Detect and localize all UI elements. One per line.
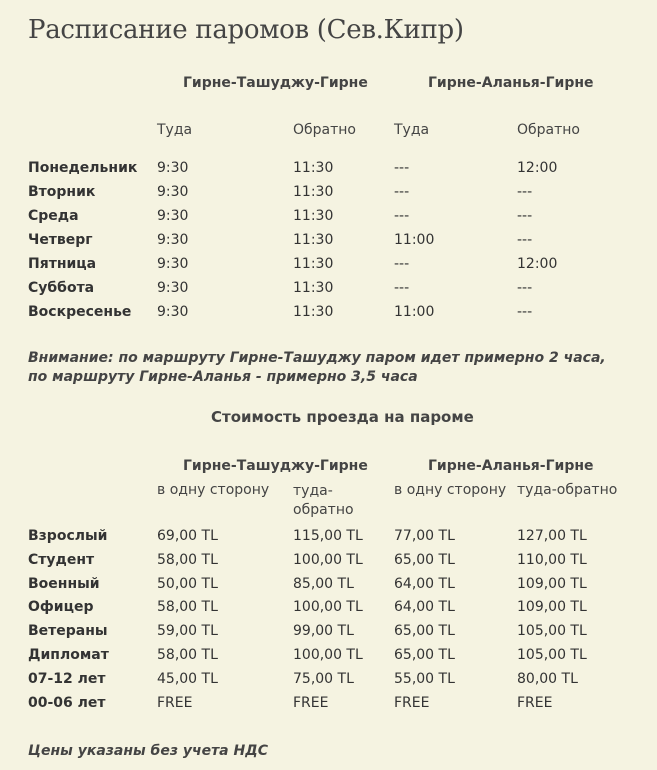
price-cell: 64,00 TL bbox=[394, 599, 455, 616]
duration-note bbox=[28, 349, 606, 387]
prices-route-header: Гирне-Ташуджу-Гирне bbox=[183, 458, 368, 474]
schedule-cell: 11:30 bbox=[293, 160, 334, 176]
schedule-cell: 11:30 bbox=[293, 184, 334, 200]
price-cell: 109,00 TL bbox=[517, 599, 587, 616]
price-row-label: Ветераны bbox=[28, 623, 108, 640]
price-cell: 100,00 TL bbox=[293, 647, 363, 663]
schedule-cell: 11:00 bbox=[394, 304, 435, 320]
price-row-label: 00-06 лет bbox=[28, 694, 106, 711]
duration-note-line: по маршруту Гирне-Аланья - примерно 3,5 часа bbox=[28, 369, 418, 385]
schedule-cell: 11:30 bbox=[293, 208, 334, 224]
prices-column-header: в одну сторону bbox=[394, 482, 507, 498]
schedule-cell: 11:30 bbox=[293, 280, 334, 296]
price-row-label: Офицер bbox=[28, 599, 94, 616]
price-cell: 105,00 TL bbox=[517, 647, 587, 663]
price-cell: FREE bbox=[157, 694, 193, 711]
price-cell: FREE bbox=[517, 694, 553, 711]
schedule-cell: --- bbox=[394, 208, 410, 224]
price-cell: 45,00 TL bbox=[157, 670, 218, 687]
schedule-cell: 9:30 bbox=[157, 232, 189, 248]
schedule-cell: 11:30 bbox=[293, 304, 334, 320]
schedule-row-label: Среда bbox=[28, 208, 79, 224]
price-cell: FREE bbox=[293, 694, 329, 711]
schedule-row-label: Четверг bbox=[28, 232, 93, 248]
prices-route-header: Гирне-Аланья-Гирне bbox=[428, 458, 594, 474]
price-cell: 99,00 TL bbox=[293, 623, 354, 640]
schedule-row-label: Суббота bbox=[28, 280, 95, 296]
schedule-row-label: Вторник bbox=[28, 184, 96, 200]
prices-column-header: туда-обратно bbox=[293, 483, 354, 518]
schedule-row-label: Воскресенье bbox=[28, 304, 132, 320]
prices-column-header: в одну сторону bbox=[157, 482, 270, 498]
schedule-cell: --- bbox=[517, 208, 533, 224]
schedule-cell: 9:30 bbox=[157, 304, 189, 320]
schedule-cell: 9:30 bbox=[157, 256, 189, 272]
vat-note: Цены указаны без учета НДС bbox=[28, 743, 268, 759]
duration-note-line: Внимание: по маршруту Гирне-Ташуджу паром идет примерно 2 часа, bbox=[28, 350, 606, 366]
price-cell: 58,00 TL bbox=[157, 599, 218, 616]
price-row-label: Студент bbox=[28, 551, 95, 568]
price-cell: 115,00 TL bbox=[293, 528, 363, 544]
price-cell: 58,00 TL bbox=[157, 647, 218, 663]
price-cell: 100,00 TL bbox=[293, 551, 363, 568]
schedule-cell: 11:30 bbox=[293, 256, 334, 272]
schedule-cell: 12:00 bbox=[517, 160, 558, 176]
price-row-label: 07-12 лет bbox=[28, 670, 106, 687]
schedule-cell: --- bbox=[517, 184, 533, 200]
price-cell: 58,00 TL bbox=[157, 551, 218, 568]
price-cell: 100,00 TL bbox=[293, 599, 363, 616]
schedule-cell: --- bbox=[517, 304, 533, 320]
schedule-cell: 9:30 bbox=[157, 160, 189, 176]
schedule-cell: 9:30 bbox=[157, 280, 189, 296]
schedule-cell: 11:30 bbox=[293, 232, 334, 248]
price-row-label: Взрослый bbox=[28, 528, 108, 544]
schedule-row-label: Понедельник bbox=[28, 160, 138, 176]
price-row-label: Военный bbox=[28, 575, 100, 592]
schedule-cell: 11:00 bbox=[394, 232, 435, 248]
price-cell: 65,00 TL bbox=[394, 551, 455, 568]
prices-column-header: туда-обратно bbox=[517, 482, 618, 498]
prices-title: Стоимость проезда на пароме bbox=[211, 408, 474, 426]
price-cell: 110,00 TL bbox=[517, 551, 587, 568]
price-cell: 85,00 TL bbox=[293, 575, 354, 592]
price-cell: 59,00 TL bbox=[157, 623, 218, 640]
schedule-cell: 12:00 bbox=[517, 256, 558, 272]
price-cell: 50,00 TL bbox=[157, 575, 218, 592]
schedule-column-header: Обратно bbox=[293, 122, 356, 138]
schedule-column-header: Обратно bbox=[517, 122, 580, 138]
page-title: Расписание паромов (Сев.Кипр) bbox=[28, 15, 464, 45]
schedule-cell: --- bbox=[517, 232, 533, 248]
schedule-cell: --- bbox=[394, 184, 410, 200]
schedule-column-header: Туда bbox=[394, 122, 430, 138]
price-cell: 80,00 TL bbox=[517, 670, 578, 687]
price-cell: 65,00 TL bbox=[394, 623, 455, 640]
price-cell: 75,00 TL bbox=[293, 670, 354, 687]
price-cell: 55,00 TL bbox=[394, 670, 455, 687]
schedule-cell: --- bbox=[394, 160, 410, 176]
price-cell: 105,00 TL bbox=[517, 623, 587, 640]
price-cell: 77,00 TL bbox=[394, 528, 455, 544]
price-cell: 69,00 TL bbox=[157, 528, 218, 544]
schedule-column-header: Туда bbox=[157, 122, 193, 138]
schedule-cell: --- bbox=[394, 280, 410, 296]
price-cell: 127,00 TL bbox=[517, 528, 587, 544]
schedule-cell: 9:30 bbox=[157, 208, 189, 224]
schedule-cell: --- bbox=[517, 280, 533, 296]
price-cell: 109,00 TL bbox=[517, 575, 587, 592]
price-cell: 65,00 TL bbox=[394, 647, 455, 663]
price-cell: 64,00 TL bbox=[394, 575, 455, 592]
price-row-label: Дипломат bbox=[28, 647, 109, 663]
schedule-row-label: Пятница bbox=[28, 256, 97, 272]
schedule-cell: 9:30 bbox=[157, 184, 189, 200]
schedule-cell: --- bbox=[394, 256, 410, 272]
schedule-route-header: Гирне-Аланья-Гирне bbox=[428, 75, 594, 91]
schedule-route-header: Гирне-Ташуджу-Гирне bbox=[183, 75, 368, 91]
price-cell: FREE bbox=[394, 694, 430, 711]
